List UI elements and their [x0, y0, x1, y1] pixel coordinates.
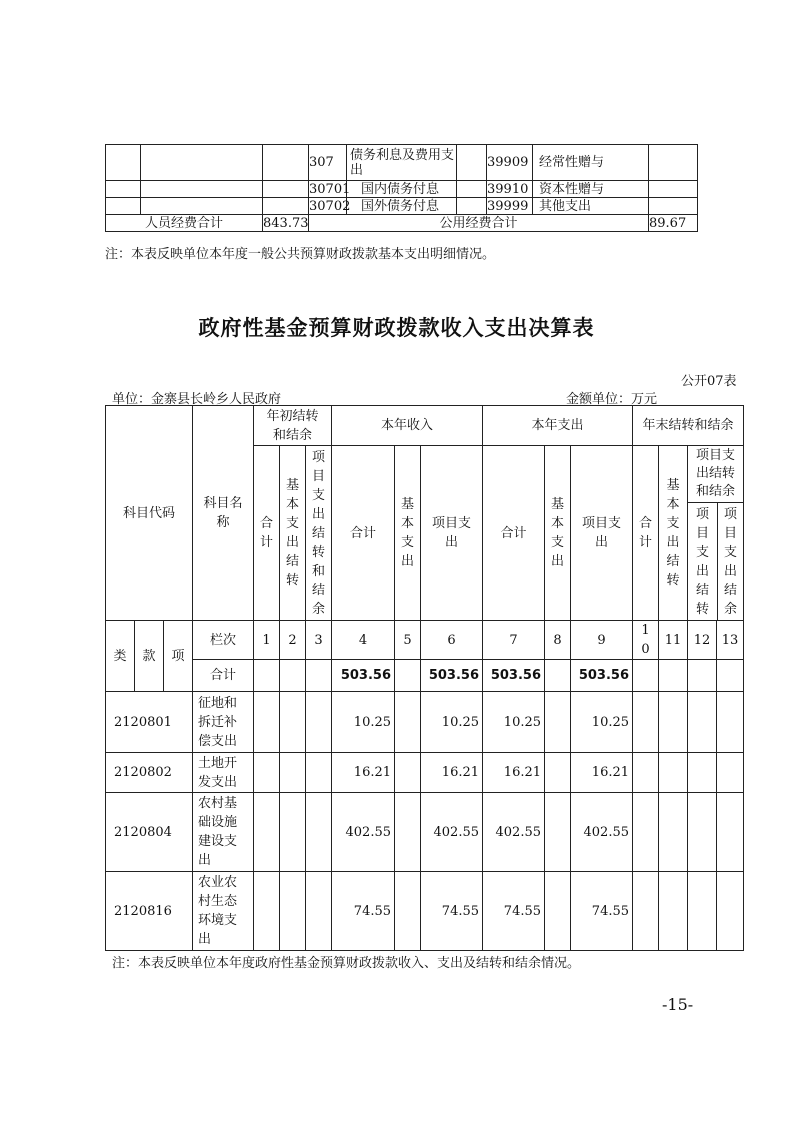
- row-code: 2120816: [106, 872, 193, 951]
- table-row: [106, 215, 698, 232]
- table-row: [106, 872, 744, 951]
- row-value: 16.21: [332, 753, 395, 793]
- column-index: 12: [688, 621, 717, 660]
- row-value: 74.55: [332, 872, 395, 951]
- expense-code: 39910: [487, 181, 533, 198]
- personnel-total-label: 人员经费合计: [106, 215, 263, 232]
- row-code: 2120801: [106, 692, 193, 753]
- expense-name: 国外债务付息: [347, 198, 457, 215]
- total-value: 503.56: [571, 660, 633, 692]
- column-index: 8: [545, 621, 571, 660]
- expense-name: 债务利息及费用支出: [347, 145, 457, 181]
- total-value: 503.56: [332, 660, 395, 692]
- top-note: 注：本表反映单位本年度一般公共预算财政拨款基本支出明细情况。: [105, 247, 496, 262]
- header-income: 本年收入: [332, 406, 483, 446]
- column-index: 9: [571, 621, 633, 660]
- total-value: 503.56: [421, 660, 483, 692]
- table-row: [106, 181, 698, 198]
- header-end-project-balance: 项目支出结余: [724, 506, 738, 617]
- row-value: 74.55: [483, 872, 545, 951]
- expense-code: 30702: [309, 198, 351, 214]
- header-name: 科目名称: [193, 406, 254, 621]
- header-end: 年末结转和结余: [633, 406, 744, 446]
- header-expense-total: 合计: [483, 446, 545, 621]
- header-end-project-carry: 项目支出结转: [696, 506, 710, 617]
- row-value: 10.25: [421, 692, 483, 753]
- expense-name: 经常性赠与: [533, 145, 649, 181]
- row-name: 农村基础设施建设支出: [193, 793, 254, 872]
- header-begin: 年初结转和结余: [254, 406, 332, 446]
- row-code: 2120804: [106, 793, 193, 872]
- row-value: 402.55: [483, 793, 545, 872]
- column-index: 10: [633, 621, 659, 660]
- fund-budget-table: [105, 405, 744, 951]
- column-index: 2: [280, 621, 306, 660]
- header-income-project: 项目支出: [421, 446, 483, 621]
- header-begin-project: 项目支出结转和结余: [306, 446, 332, 621]
- row-name: 土地开发支出: [193, 753, 254, 793]
- table-row: [106, 145, 698, 181]
- expense-code: 307: [309, 145, 347, 181]
- header-expense: 本年支出: [483, 406, 633, 446]
- bottom-note: 注：本表反映单位本年度政府性基金预算财政拨款收入、支出及结转和结余情况。: [112, 956, 581, 971]
- personnel-total-value: 843.73: [263, 215, 309, 231]
- header-income-total: 合计: [332, 446, 395, 621]
- column-index: 5: [395, 621, 421, 660]
- column-index: 13: [717, 621, 744, 660]
- unit-label: 单位：金寨县长岭乡人民政府: [112, 392, 282, 407]
- expense-code: 30701: [309, 181, 351, 197]
- column-index-label: 栏次: [193, 621, 254, 660]
- header-end-basic: 基本支出结转: [659, 446, 688, 621]
- row-value: 10.25: [571, 692, 633, 753]
- table-row: [106, 753, 744, 793]
- public-total-label: 公用经费合计: [309, 215, 649, 232]
- header-expense-basic: 基本支出: [545, 446, 571, 621]
- public-total-value: 89.67: [649, 215, 698, 232]
- header-end-project: 项目支出结转和结余 项目支出结转 项目支出结余: [688, 446, 744, 621]
- column-index: 7: [483, 621, 545, 660]
- row-value: 74.55: [421, 872, 483, 951]
- row-value: 402.55: [332, 793, 395, 872]
- total-label: 合计: [193, 660, 254, 692]
- row-value: 10.25: [483, 692, 545, 753]
- header-xiang: 项: [164, 621, 193, 692]
- table-row: [106, 793, 744, 872]
- row-code: 2120802: [106, 753, 193, 793]
- total-row: [106, 660, 744, 692]
- total-value: 503.56: [483, 660, 545, 692]
- header-expense-project: 项目支出: [571, 446, 633, 621]
- page-number: -15-: [662, 995, 694, 1014]
- row-value: 74.55: [571, 872, 633, 951]
- column-index: 6: [421, 621, 483, 660]
- column-index: 4: [332, 621, 395, 660]
- header-kuan: 款: [135, 621, 164, 692]
- column-index: 11: [659, 621, 688, 660]
- expense-code: 39909: [487, 145, 533, 181]
- row-value: 402.55: [571, 793, 633, 872]
- header-income-basic: 基本支出: [395, 446, 421, 621]
- column-index: 1: [254, 621, 280, 660]
- basic-expense-detail-table: [105, 144, 698, 232]
- header-begin-total: 合计: [254, 446, 280, 621]
- form-number: 公开07表: [681, 374, 737, 389]
- table-row: [106, 198, 698, 215]
- row-name: 农业农村生态环境支出: [193, 872, 254, 951]
- row-value: 16.21: [483, 753, 545, 793]
- expense-name: 其他支出: [533, 198, 649, 215]
- column-index: 3: [306, 621, 332, 660]
- row-value: 16.21: [571, 753, 633, 793]
- expense-name: 国内债务付息: [347, 181, 457, 198]
- row-value: 10.25: [332, 692, 395, 753]
- page-title: 政府性基金预算财政拨款收入支出决算表: [198, 316, 595, 340]
- expense-code: 39999: [487, 198, 533, 215]
- table-row: [106, 692, 744, 753]
- header-code: 科目代码: [106, 406, 193, 621]
- row-value: 16.21: [421, 753, 483, 793]
- header-lei: 类: [106, 621, 135, 692]
- expense-name: 资本性赠与: [533, 181, 649, 198]
- header-begin-basic: 基本支出结转: [280, 446, 306, 621]
- header-end-total: 合计: [633, 446, 659, 621]
- amount-unit-label: 金额单位：万元: [566, 392, 658, 407]
- row-value: 402.55: [421, 793, 483, 872]
- row-name: 征地和拆迁补偿支出: [193, 692, 254, 753]
